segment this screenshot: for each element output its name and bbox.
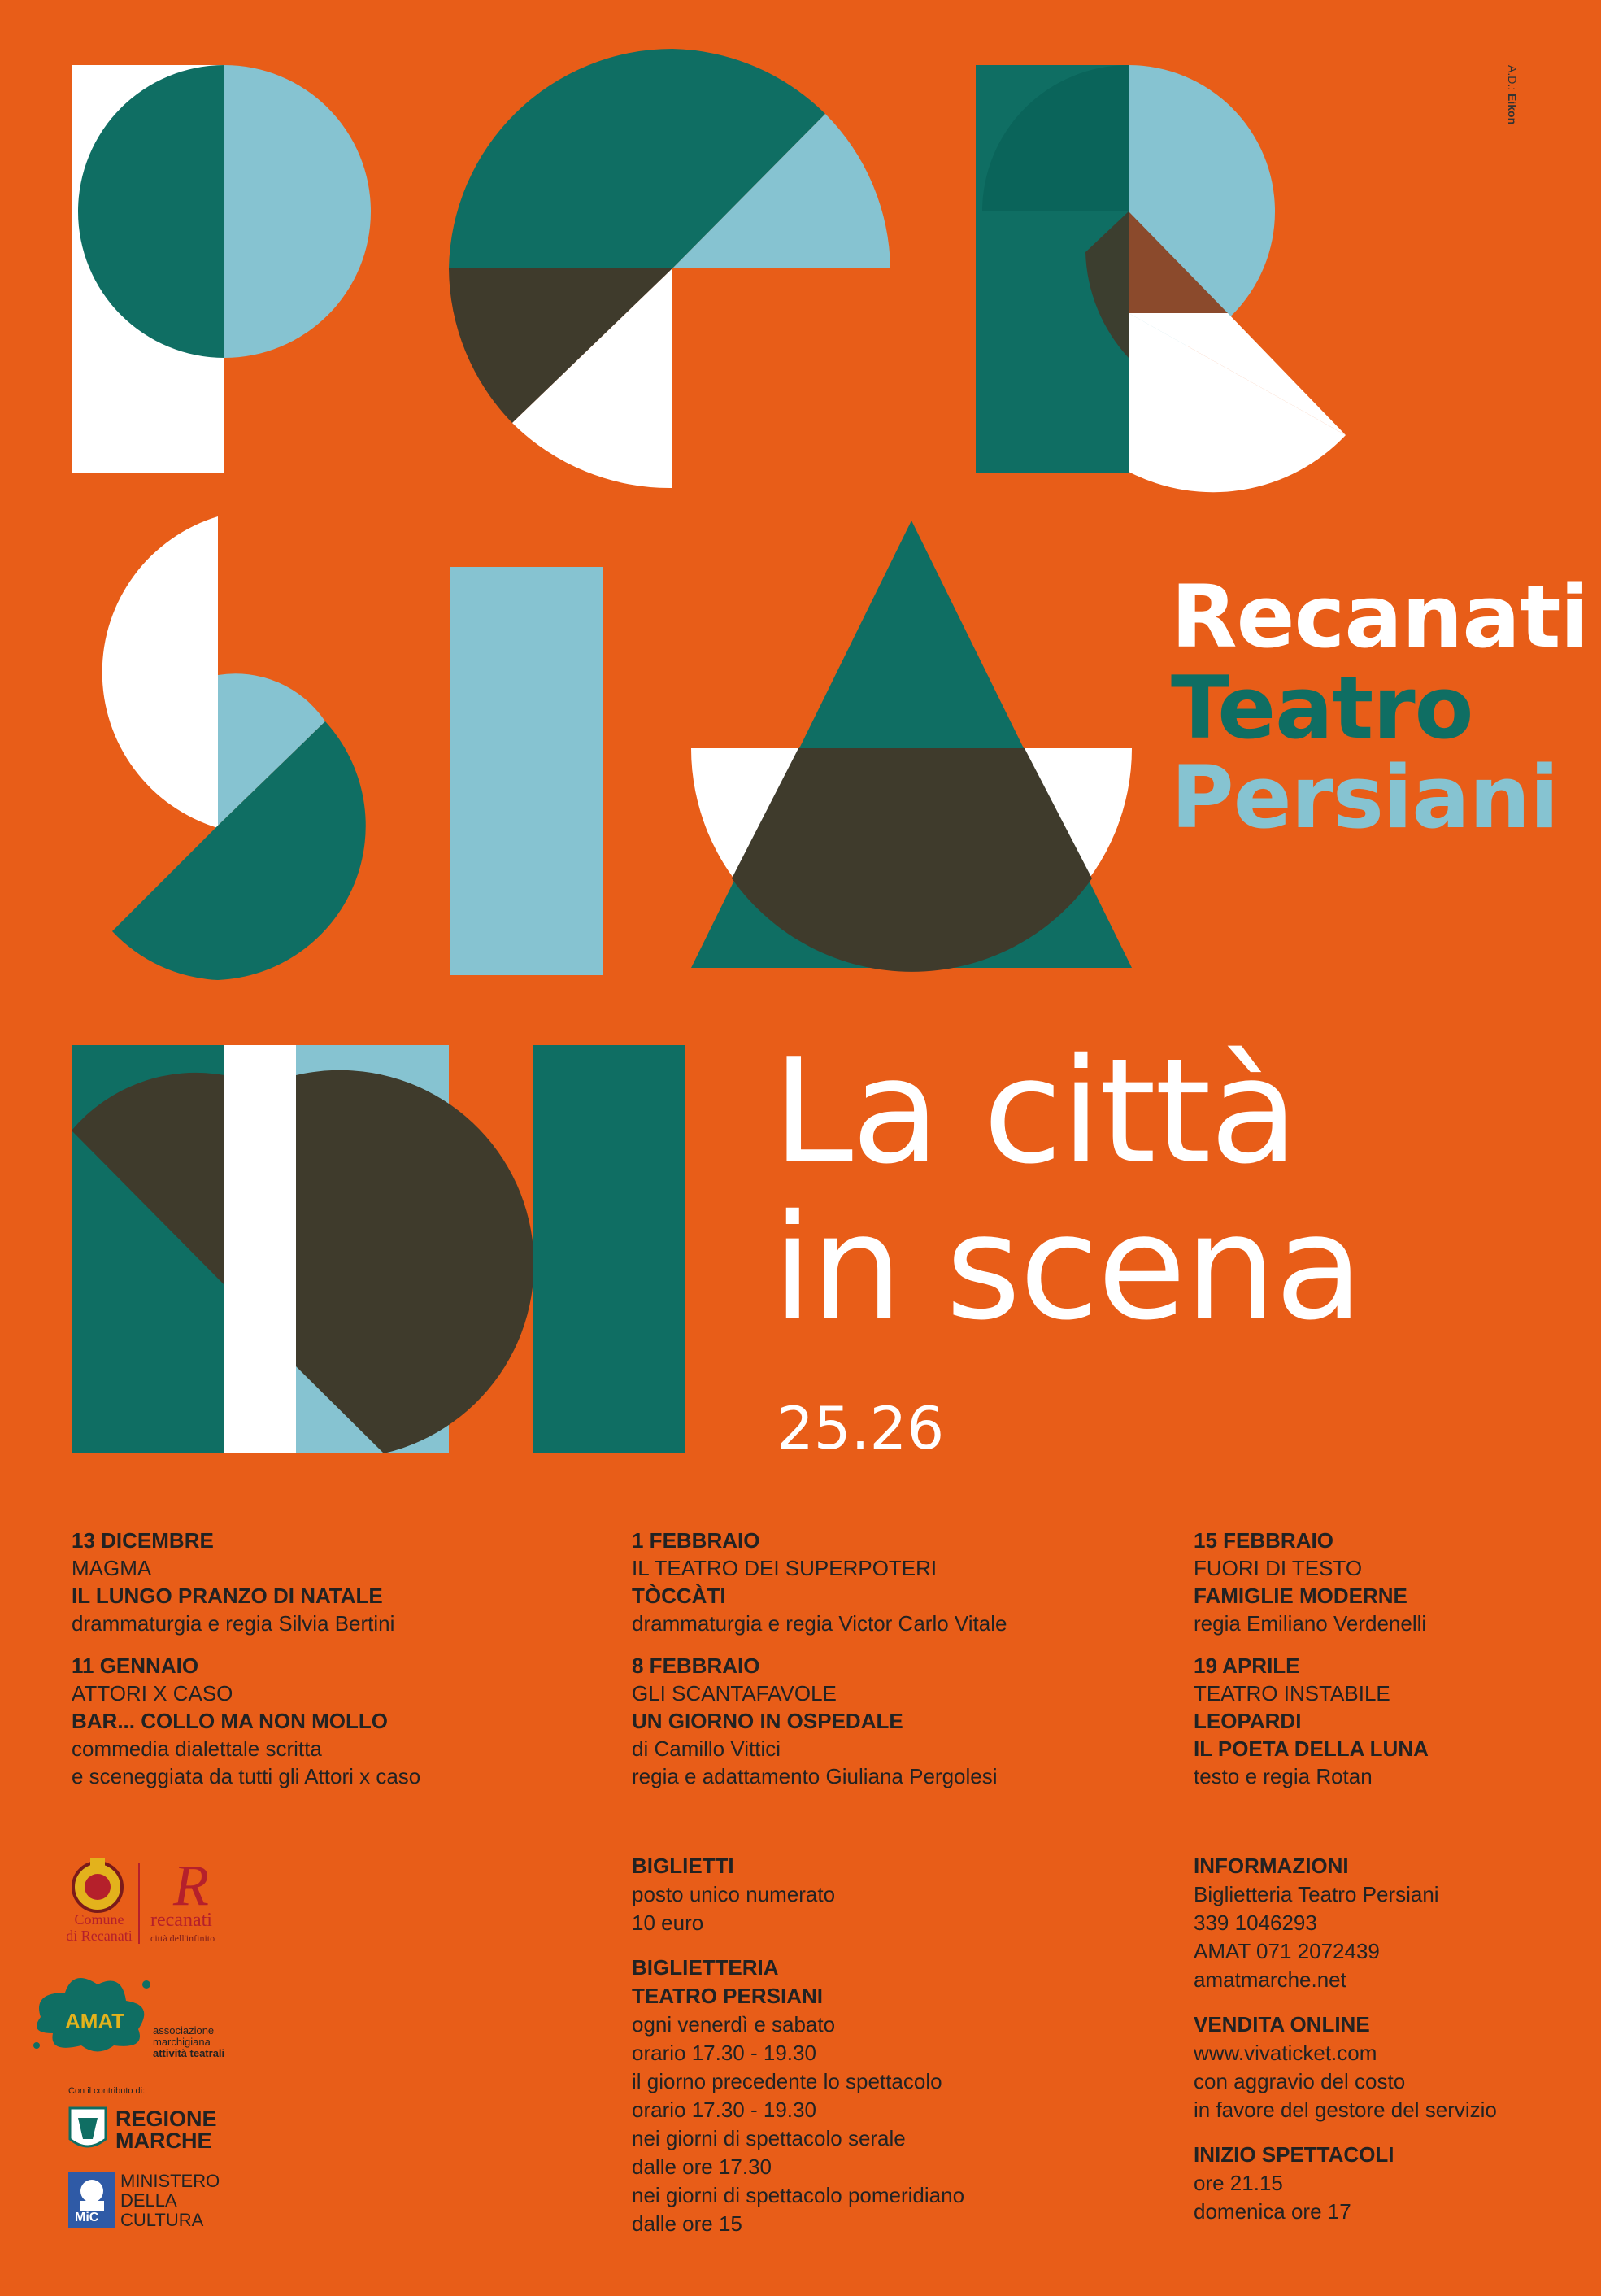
- ministero-line1: MINISTERO: [120, 2171, 220, 2191]
- event-item: [1194, 1527, 1429, 1637]
- event-company: MAGMA: [72, 1556, 152, 1580]
- event-credits: regia Emiliano Verdenelli: [1194, 1611, 1427, 1636]
- event-date: 15 FEBBRAIO: [1194, 1528, 1333, 1553]
- info-line: orario 17.30 - 19.30: [632, 2041, 816, 2065]
- phone-line: 339 1046293: [1194, 1910, 1317, 1935]
- info-line: dalle ore 15: [632, 2211, 742, 2236]
- contributo-label: Con il contributo di:: [68, 2086, 146, 2096]
- event-title: LEOPARDI: [1194, 1709, 1302, 1733]
- amat-logo-text: [153, 2025, 224, 2059]
- brand-persiani: Persiani: [1171, 747, 1559, 847]
- vendita-group: [1194, 2011, 1497, 2124]
- info-line: nei giorni di spettacolo serale: [632, 2126, 906, 2150]
- biglietti-heading: BIGLIETTI: [632, 1854, 734, 1878]
- event-credits: drammaturgia e regia Silvia Bertini: [72, 1611, 395, 1636]
- event-title: IL POETA DELLA LUNA: [1194, 1736, 1429, 1761]
- recanati-logo-sub: città dell'infinito: [150, 1932, 215, 1944]
- event-title: IL LUNGO PRANZO DI NATALE: [72, 1584, 383, 1608]
- letter-n: [72, 1045, 534, 1453]
- regione-marche-crest-icon: [68, 2106, 107, 2154]
- event-title: UN GIORNO IN OSPEDALE: [632, 1709, 903, 1733]
- brand-teatro: Teatro: [1171, 658, 1473, 758]
- info-line: Biglietteria Teatro Persiani: [1194, 1882, 1439, 1906]
- ministero-logo-text: [120, 2172, 220, 2230]
- event-item: [1194, 1652, 1429, 1790]
- events-column-1: [72, 1527, 420, 1805]
- event-company: ATTORI X CASO: [72, 1681, 233, 1706]
- svg-text:R: R: [173, 1856, 209, 1913]
- letter-e: [449, 49, 890, 488]
- event-credits: regia e adattamento Giuliana Pergolesi: [632, 1764, 998, 1788]
- inizio-heading: INIZIO SPETTACOLI: [1194, 2142, 1394, 2167]
- biglietteria-heading: TEATRO PERSIANI: [632, 1984, 823, 2008]
- tickets-block: [632, 1852, 964, 2255]
- biglietteria-heading: BIGLIETTERIA: [632, 1955, 779, 1980]
- event-item: [632, 1652, 1007, 1790]
- regione-line2: MARCHE: [115, 2128, 212, 2153]
- event-company: IL TEATRO DEI SUPERPOTERI: [632, 1556, 938, 1580]
- letter-a: [691, 521, 1132, 972]
- event-date: 13 DICEMBRE: [72, 1528, 214, 1553]
- event-credits: drammaturgia e regia Victor Carlo Vitale: [632, 1611, 1007, 1636]
- regione-line1: REGIONE: [115, 2106, 217, 2131]
- comune-logo-text: [59, 1911, 140, 1944]
- info-line: 10 euro: [632, 1910, 704, 1935]
- events-column-2: [632, 1527, 1007, 1805]
- event-company: TEATRO INSTABILE: [1194, 1681, 1390, 1706]
- info-line: posto unico numerato: [632, 1882, 836, 1906]
- mic-badge: MiC: [75, 2211, 99, 2224]
- informazioni-heading: INFORMAZIONI: [1194, 1854, 1349, 1878]
- recanati-logo-name: recanati: [150, 1910, 212, 1931]
- ministero-line2: DELLA: [120, 2190, 177, 2211]
- event-date: 19 APRILE: [1194, 1653, 1300, 1678]
- informazioni-group: [1194, 1852, 1497, 1994]
- inizio-group: [1194, 2141, 1497, 2226]
- event-title: TÒCCÀTI: [632, 1584, 726, 1608]
- letter-p: [72, 65, 371, 473]
- amat-line1: associazione: [153, 2024, 215, 2037]
- art-director-credit: A.D.: Eikon: [1506, 65, 1519, 125]
- amat-line2: marchigiana: [153, 2036, 211, 2048]
- event-title: FAMIGLIE MODERNE: [1194, 1584, 1407, 1608]
- events-column-3: [1194, 1527, 1429, 1805]
- info-line: il giorno precedente lo spettacolo: [632, 2069, 942, 2093]
- regione-logo-text: [115, 2108, 217, 2152]
- event-title: BAR... COLLO MA NON MOLLO: [72, 1709, 388, 1733]
- website-link[interactable]: amatmarche.net: [1194, 1967, 1346, 1992]
- event-date: 8 FEBBRAIO: [632, 1653, 760, 1678]
- info-line: in favore del gestore del servizio: [1194, 2098, 1497, 2122]
- event-credits: e sceneggiata da tutti gli Attori x caso: [72, 1764, 421, 1788]
- event-company: FUORI DI TESTO: [1194, 1556, 1363, 1580]
- brand-recanati: Recanati: [1171, 567, 1589, 667]
- ministero-line3: CULTURA: [120, 2210, 204, 2230]
- info-line: ore 21.15: [1194, 2171, 1283, 2195]
- event-date: 11 GENNAIO: [72, 1653, 199, 1678]
- info-line: domenica ore 17: [1194, 2199, 1351, 2224]
- letter-s: [102, 516, 366, 980]
- letter-i-first: [450, 567, 603, 975]
- event-credits: testo e regia Rotan: [1194, 1764, 1373, 1788]
- biglietti-group: [632, 1852, 964, 1937]
- amat-line3: attività teatrali: [153, 2047, 225, 2059]
- event-item: [72, 1527, 420, 1637]
- info-line: orario 17.30 - 19.30: [632, 2098, 816, 2122]
- recanati-r-logo-icon: [154, 1856, 228, 1913]
- info-line: dalle ore 17.30: [632, 2154, 772, 2179]
- logo-divider: [138, 1863, 140, 1944]
- event-credits: di Camillo Vittici: [632, 1736, 781, 1761]
- season-label: 25.26: [777, 1394, 945, 1462]
- event-item: [72, 1652, 420, 1790]
- event-date: 1 FEBBRAIO: [632, 1528, 760, 1553]
- event-item: [632, 1527, 1007, 1637]
- event-company: GLI SCANTAFAVOLE: [632, 1681, 837, 1706]
- amat-logo-name: AMAT: [65, 2009, 125, 2033]
- info-line: con aggravio del costo: [1194, 2069, 1406, 2093]
- vendita-heading: VENDITA ONLINE: [1194, 2012, 1370, 2037]
- tagline-line1: La città: [772, 1027, 1297, 1196]
- tagline-line2: in scena: [772, 1183, 1362, 1352]
- comune-line2: di Recanati: [66, 1928, 133, 1944]
- comune-line1: Comune: [74, 1911, 124, 1928]
- vivaticket-link[interactable]: www.vivaticket.com: [1194, 2041, 1377, 2065]
- event-credits: commedia dialettale scritta: [72, 1736, 322, 1761]
- info-line: ogni venerdì e sabato: [632, 2012, 836, 2037]
- info-line: nei giorni di spettacolo pomeridiano: [632, 2183, 965, 2207]
- biglietteria-group: [632, 1954, 964, 2238]
- letter-i-second: [533, 1045, 685, 1453]
- phone-line: AMAT 071 2072439: [1194, 1939, 1380, 1963]
- letter-r: [976, 65, 1346, 492]
- info-block: [1194, 1852, 1497, 2242]
